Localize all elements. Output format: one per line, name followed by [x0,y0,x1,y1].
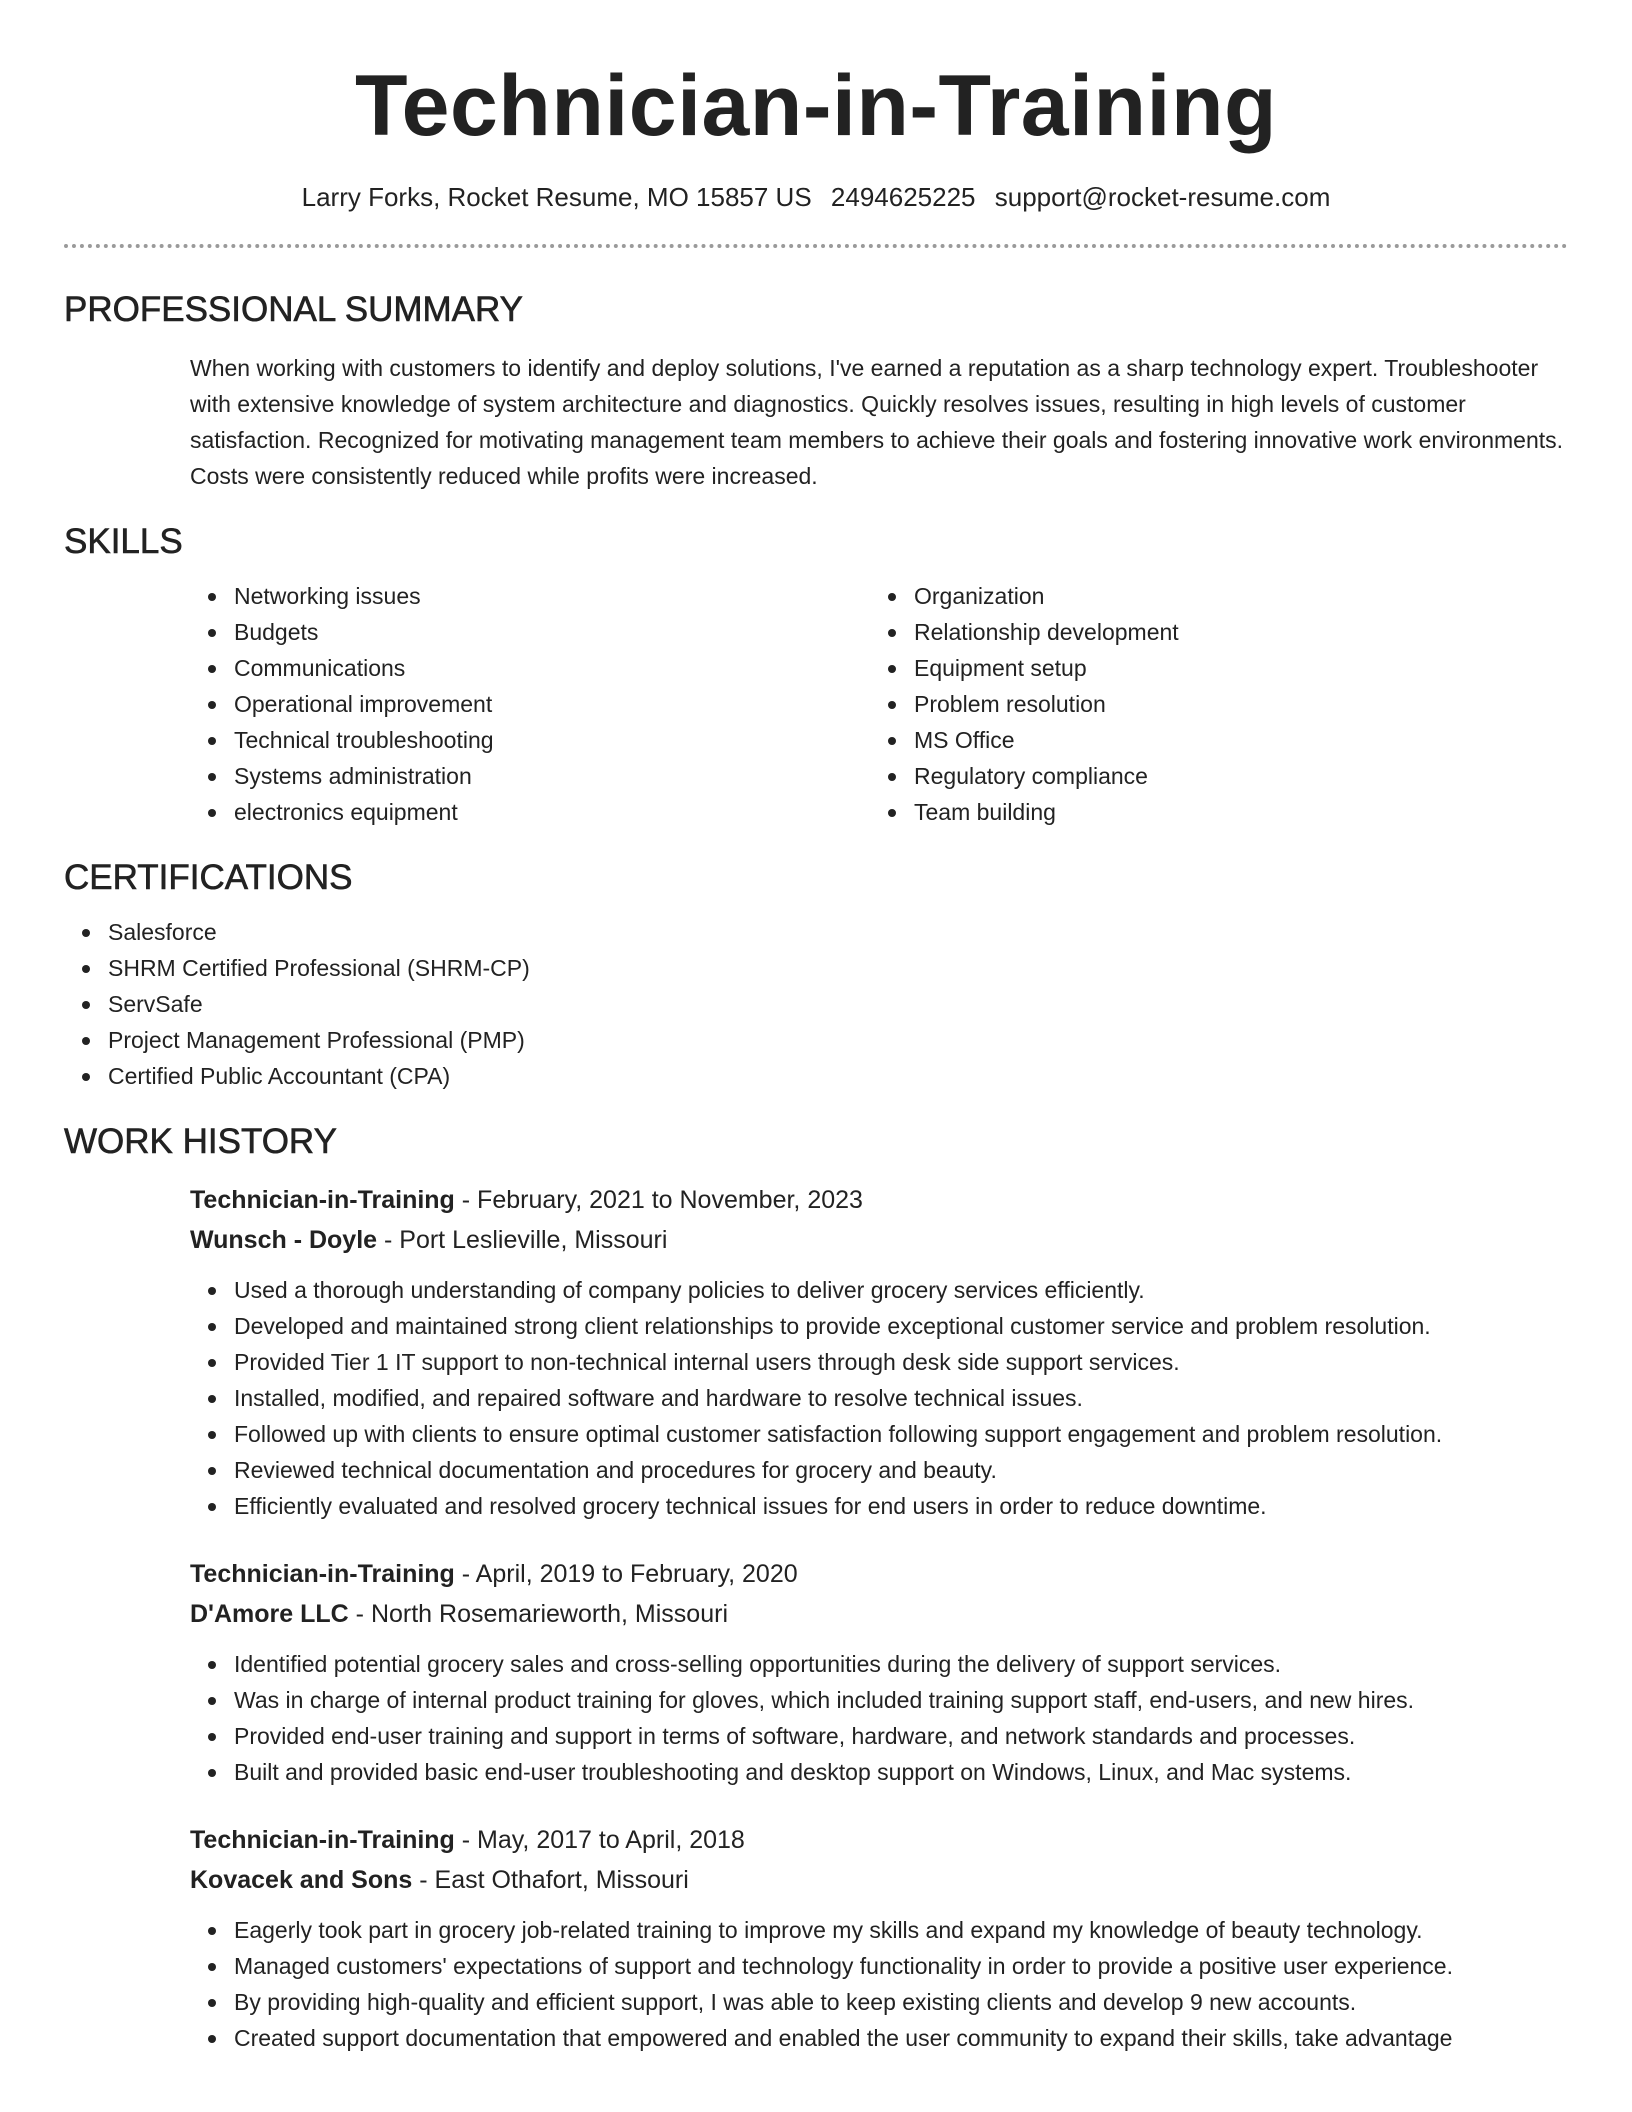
skill-item: Technical troubleshooting [190,722,870,758]
resume-title: Technician-in-Training [354,58,1278,154]
job-title-line [190,1820,1568,1860]
skill-item: Networking issues [190,578,870,614]
job-title: Technician-in-Training [190,1186,455,1214]
skills-column-right [870,578,1550,830]
job-bullet: Reviewed technical documentation and procedures for grocery and beauty. [190,1452,1568,1488]
job-bullets [190,1272,1568,1524]
job-bullet: Managed customers' expectations of support and technology functionality in order to provide a positive user experience. [190,1948,1568,1984]
summary-heading: PROFESSIONAL SUMMARY [64,290,523,329]
summary-section [64,288,1568,494]
job-company: D'Amore LLC [190,1600,349,1628]
header-divider [64,244,1568,248]
skill-item: electronics equipment [190,794,870,830]
certifications-list [64,914,1568,1094]
skills-heading: SKILLS [64,522,183,561]
job-location: - Port Leslieville, Missouri [377,1226,668,1254]
job-dates: - February, 2021 to November, 2023 [454,1186,863,1214]
contact-email: support@rocket-resume.com [994,182,1331,212]
skill-item: Equipment setup [870,650,1550,686]
skill-item: Team building [870,794,1550,830]
job-bullet: Used a thorough understanding of company policies to deliver grocery services efficiently. [190,1272,1568,1308]
job-bullet: Developed and maintained strong client relationships to provide exceptional customer service and problem resolution. [190,1308,1568,1344]
certifications-section [64,856,1568,1094]
job-title-line [190,1554,1568,1594]
job-bullets [190,1912,1568,2056]
job-bullet: Efficiently evaluated and resolved grocery technical issues for end users in order to reduce downtime. [190,1488,1568,1524]
job-bullet: Followed up with clients to ensure optimal customer satisfaction following support engagement and problem resolution. [190,1416,1568,1452]
job-dates: - April, 2019 to February, 2020 [454,1560,798,1588]
job-title: Technician-in-Training [190,1826,455,1854]
certification-item: SHRM Certified Professional (SHRM-CP) [64,950,1568,986]
job-bullet: By providing high-quality and efficient support, I was able to keep existing clients and develop 9 new accounts. [190,1984,1568,2020]
job-bullets [190,1646,1568,1790]
contact-address: Larry Forks, Rocket Resume, MO 15857 US [301,182,812,212]
skills-grid [190,578,1568,830]
skills-column-left [190,578,870,830]
job-dates: - May, 2017 to April, 2018 [454,1826,745,1854]
job-company: Wunsch - Doyle [190,1226,378,1254]
job-bullet: Was in charge of internal product training for gloves, which included training support staff, end-users, and new hires. [190,1682,1568,1718]
skill-item: Problem resolution [870,686,1550,722]
skill-item: Operational improvement [190,686,870,722]
work-history-section [64,1120,1568,2056]
job-bullet: Eagerly took part in grocery job-related training to improve my skills and expand my knowledge of beauty technology. [190,1912,1568,1948]
resume-page [64,0,1568,2056]
skill-item: MS Office [870,722,1550,758]
job-company-line [190,1860,1568,1900]
job-company: Kovacek and Sons [190,1866,413,1894]
certification-item: ServSafe [64,986,1568,1022]
job-company-line [190,1594,1568,1634]
job-entry [190,1820,1568,2056]
job-title-line [190,1180,1568,1220]
skill-item: Communications [190,650,870,686]
job-bullet: Provided Tier 1 IT support to non-technical internal users through desk side support services. [190,1344,1568,1380]
job-location: - East Othafort, Missouri [412,1866,689,1894]
skill-item: Systems administration [190,758,870,794]
skill-item: Relationship development [870,614,1550,650]
skills-section [64,520,1568,830]
job-bullet: Provided end-user training and support in terms of software, hardware, and network standards and processes. [190,1718,1568,1754]
certification-item: Project Management Professional (PMP) [64,1022,1568,1058]
job-bullet: Created support documentation that empowered and enabled the user community to expand their skills, take advantage [190,2020,1568,2056]
job-bullet: Identified potential grocery sales and cross-selling opportunities during the delivery of support services. [190,1646,1568,1682]
job-location: - North Rosemarieworth, Missouri [348,1600,728,1628]
job-company-line [190,1220,1568,1260]
contact-phone: 2494625225 [830,182,976,212]
job-entry [190,1554,1568,1790]
skill-item: Regulatory compliance [870,758,1550,794]
certifications-heading: CERTIFICATIONS [64,858,353,897]
job-entry [190,1180,1568,1524]
certification-item: Certified Public Accountant (CPA) [64,1058,1568,1094]
contact-line [64,180,1568,214]
certification-item: Salesforce [64,914,1568,950]
job-bullet: Built and provided basic end-user troubleshooting and desktop support on Windows, Linux, and Mac systems. [190,1754,1568,1790]
skill-item: Budgets [190,614,870,650]
job-bullet: Installed, modified, and repaired software and hardware to resolve technical issues. [190,1380,1568,1416]
job-title: Technician-in-Training [190,1560,455,1588]
skill-item: Organization [870,578,1550,614]
work-history-heading: WORK HISTORY [64,1122,337,1161]
summary-text: When working with customers to identify and deploy solutions, I've earned a reputation as a sharp technology expert. Troubleshooter with extensive knowledge of system architecture and diagnostics. Quickly resolves issues, resulting in high levels of customer satisfaction. Recognized for motivating management team members to achieve their goals and fostering innovative work environments. Costs were consistently reduced while profits were increased. [190,355,1564,489]
